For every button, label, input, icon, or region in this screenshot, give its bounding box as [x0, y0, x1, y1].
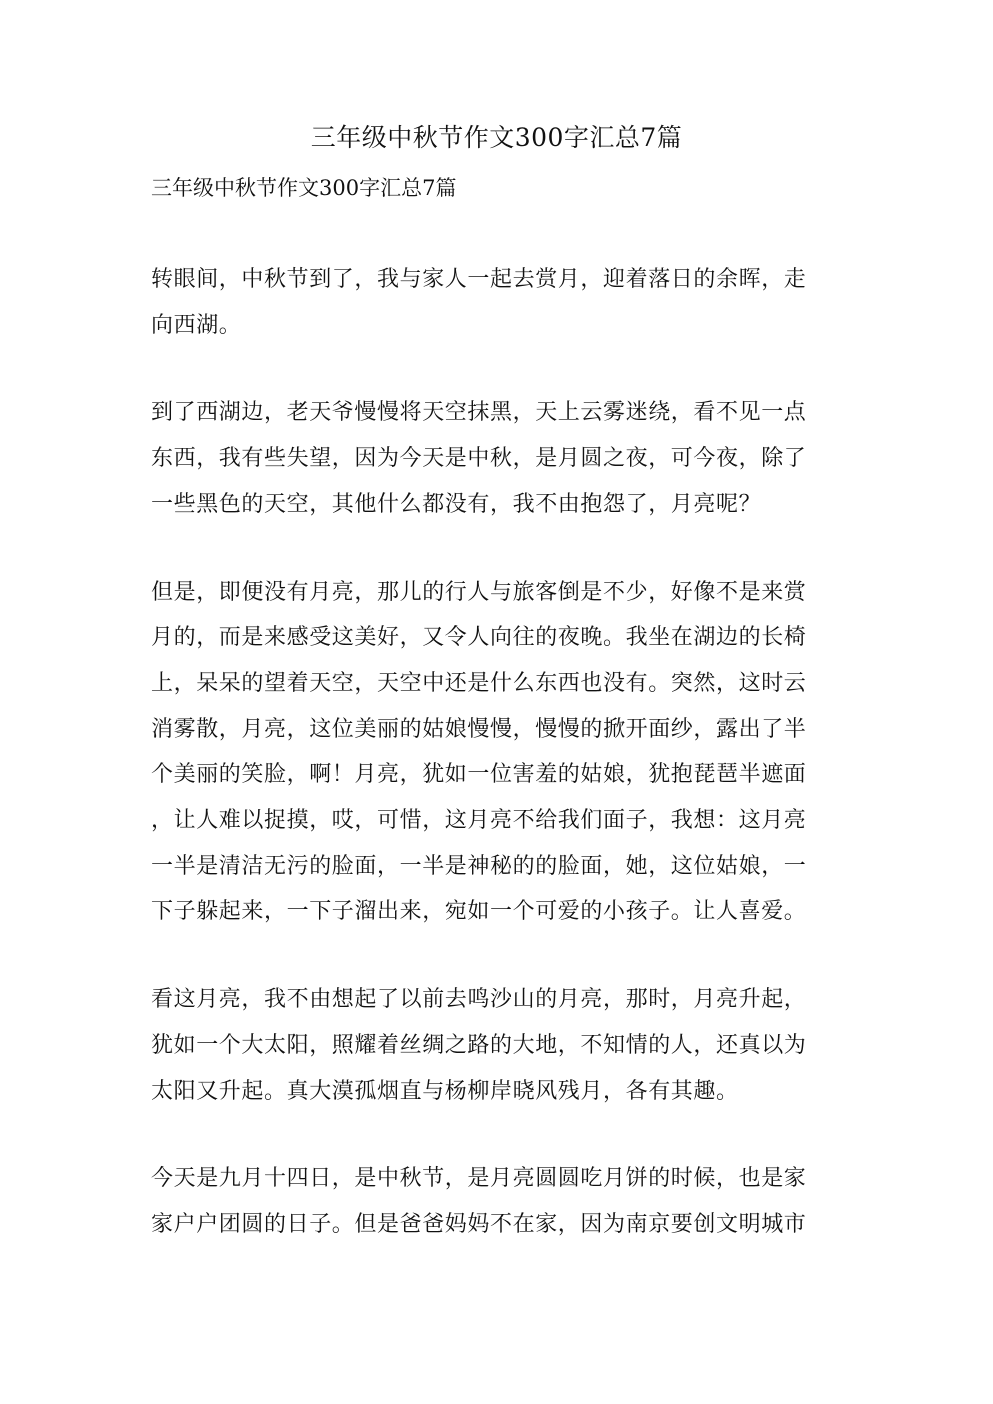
paragraph-line: ，让人难以捉摸，哎，可惜，这月亮不给我们面子，我想：这月亮	[151, 808, 807, 834]
document-body	[151, 257, 825, 1290]
paragraph-line: 犹如一个大太阳，照耀着丝绸之路的大地，不知情的人，还真以为	[151, 1032, 807, 1058]
paragraph	[151, 570, 825, 936]
paragraph-line: 今天是九月十四日，是中秋节，是月亮圆圆吃月饼的时候，也是家	[151, 1166, 807, 1192]
paragraph-line: 转眼间，中秋节到了，我与家人一起去赏月，迎着落日的余晖，走	[151, 267, 807, 292]
paragraph-line: 家户户团圆的日子。但是爸爸妈妈不在家，因为南京要创文明城市	[151, 1211, 807, 1237]
paragraph-line: 上，呆呆的望着天空，天空中还是什么东西也没有。突然，这时云	[151, 670, 807, 696]
paragraph-line: 下子躲起来，一下子溜出来，宛如一个可爱的小孩子。让人喜爱。	[151, 899, 807, 925]
paragraph-line: 太阳又升起。真大漠孤烟直与杨柳岸晓风残月，各有其趣。	[151, 1078, 739, 1104]
paragraph	[151, 977, 825, 1114]
paragraph	[151, 257, 825, 348]
paragraph-line: 到了西湖边，老天爷慢慢将天空抹黑，天上云雾迷绕，看不见一点	[151, 400, 807, 426]
paragraph-line: 东西，我有些失望，因为今天是中秋，是月圆之夜，可今夜，除了	[151, 446, 807, 472]
paragraph-line: 个美丽的笑脸，啊！月亮，犹如一位害羞的姑娘，犹抱琵琶半遮面	[151, 762, 807, 788]
paragraph-line: 看这月亮，我不由想起了以前去鸣沙山的月亮，那时，月亮升起，	[151, 987, 807, 1013]
paragraph-line: 月的，而是来感受这美好，又令人向往的夜晚。我坐在湖边的长椅	[151, 625, 807, 651]
document-title: 三年级中秋节作文300字汇总7篇	[310, 123, 683, 152]
document-subtitle: 三年级中秋节作文300字汇总7篇	[151, 176, 457, 200]
paragraph-line: 一些黑色的天空，其他什么都没有，我不由抱怨了，月亮呢？	[151, 491, 762, 517]
paragraph-line: 向西湖。	[151, 312, 242, 338]
paragraph	[151, 1156, 825, 1247]
paragraph-line: 但是，即便没有月亮，那儿的行人与旅客倒是不少，好像不是来赏	[151, 579, 807, 605]
paragraph	[151, 390, 825, 527]
paragraph-line: 一半是清洁无污的脸面，一半是神秘的的脸面，她，这位姑娘，一	[151, 853, 807, 879]
paragraph-line: 消雾散，月亮，这位美丽的姑娘慢慢，慢慢的掀开面纱，露出了半	[151, 716, 807, 742]
